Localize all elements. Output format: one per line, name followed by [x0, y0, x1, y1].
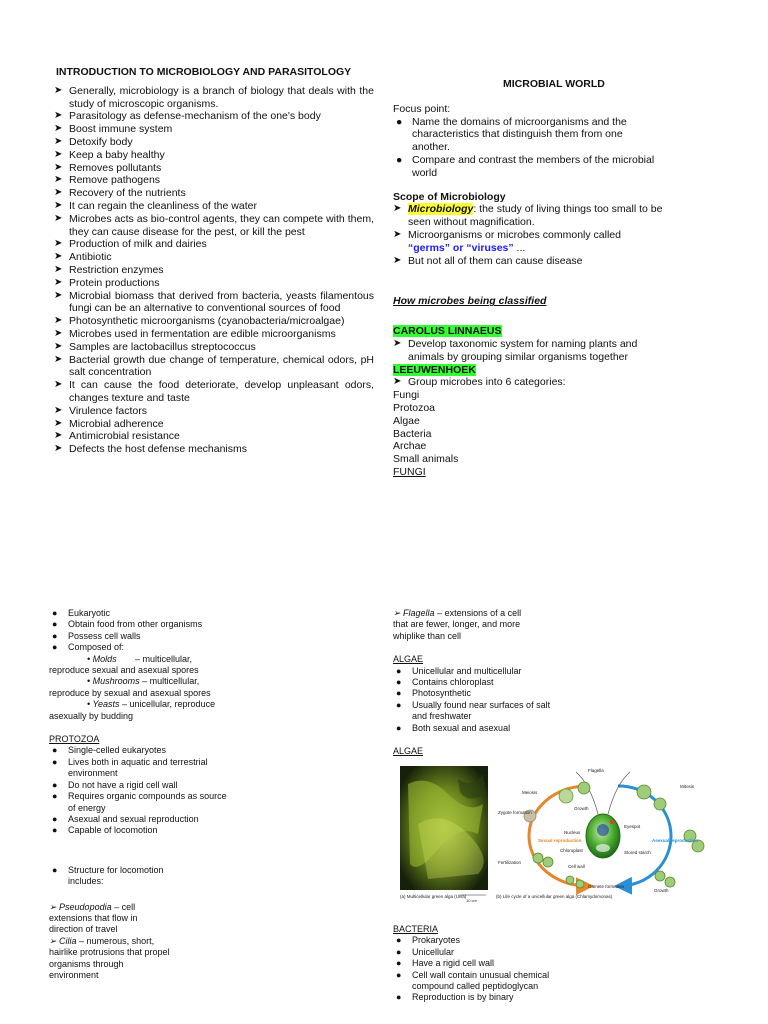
list-item: [393, 723, 558, 734]
cilia-item: [49, 936, 174, 982]
list-item: [54, 136, 374, 149]
list-item-text: Microbes acts as bio-control agents, they can compete with them, they can cause disease for the pest, or kill the pest: [69, 212, 374, 238]
list-item-text: Capable of locomotion: [68, 825, 158, 836]
label-asexual: Asexual reproduction: [652, 838, 699, 843]
list-item: [393, 970, 553, 993]
list-item: [49, 608, 229, 619]
algae-figure-svg: [398, 764, 728, 904]
mushrooms-definition: – multicellular, reproduce by sexual and asexual spores: [49, 676, 211, 698]
arrow-icon: ➤: [54, 404, 63, 416]
microbiology-term: Microbiology: [408, 203, 474, 216]
list-item: [54, 149, 374, 162]
list-item-text: Composed of:: [68, 642, 125, 653]
list-item-text: Reproduction is by binary: [412, 992, 514, 1003]
arrow-icon: ➤: [54, 84, 63, 96]
cilia-term: ➢ Cilia: [49, 935, 77, 946]
arrow-icon: ➤: [393, 228, 402, 240]
label-sexual: Sexual reproduction: [538, 838, 582, 843]
label-meiosis: Meiosis: [522, 790, 538, 795]
list-item: [54, 264, 374, 277]
bullet-icon: ●: [52, 630, 58, 641]
list-item: [49, 865, 169, 888]
arrow-icon: ➤: [393, 376, 402, 388]
pseudopodia-term: ➢ Pseudopodia: [49, 901, 112, 912]
list-item: [49, 791, 229, 814]
mushrooms-item: [49, 676, 229, 699]
linnaeus-heading: CAROLUS LINNAEUS: [393, 325, 502, 338]
leeuwenhoek-heading: LEEUWENHOEK: [393, 363, 476, 376]
list-item: [54, 200, 374, 213]
list-item: [393, 935, 553, 946]
arrow-icon: ➤: [54, 161, 63, 173]
category-item: Archae: [393, 440, 427, 453]
list-item-text: Generally, microbiology is a branch of biology that deals with the study of microscopic organisms.: [69, 84, 374, 110]
ellipsis-text: ...: [513, 241, 526, 254]
label-nucleus: Nucleus: [564, 830, 581, 835]
list-item-text: Cell wall contain unusual chemical compound called peptidoglycan: [412, 969, 550, 992]
bacteria-list: [393, 935, 553, 1003]
bullet-icon: ●: [396, 153, 403, 166]
list-item: [393, 958, 553, 969]
list-item-text: Keep a baby healthy: [69, 148, 165, 161]
leeuwenhoek-list: [393, 376, 663, 389]
linnaeus-text: Develop taxonomic system for naming plants and animals by grouping similar organisms together: [408, 337, 638, 363]
list-item-text: Microbes used in fermentation are edible microorganisms: [69, 327, 336, 340]
focus-label: Focus point:: [393, 102, 451, 115]
arrow-icon: ➤: [54, 289, 63, 301]
list-item: [49, 642, 229, 653]
category-item: Small animals: [393, 453, 459, 466]
left-bottom-column: [49, 608, 229, 981]
list-item: [54, 174, 374, 187]
category-item: Algae: [393, 414, 420, 427]
list-item-text: Microbial biomass that derived from bacteria, yeasts filamentous fungi can be an alternative to conventional sources of food: [69, 289, 374, 315]
list-item-text: Contains chloroplast: [412, 677, 494, 688]
list-item: [54, 213, 374, 239]
list-item: [54, 238, 374, 251]
category-list: [393, 389, 663, 466]
arrow-icon: ➤: [54, 276, 63, 288]
list-item-text: Have a rigid cell wall: [412, 958, 495, 969]
locomotion-list: [49, 865, 169, 888]
bullet-icon: ●: [396, 946, 402, 957]
list-item: [54, 328, 374, 341]
arrow-icon: ➤: [54, 327, 63, 339]
arrow-icon: ➤: [54, 187, 63, 199]
algae-list: [393, 666, 558, 734]
microbiology-definition: : the study of living things too small to be seen without magnification.: [408, 203, 663, 229]
list-item-text: Obtain food from other organisms: [68, 619, 203, 630]
cilia-definition: – numerous, short, hairlike protrusions that propel organisms through environment: [49, 935, 170, 980]
list-item-text: Recovery of the nutrients: [69, 187, 186, 200]
scope-list: [393, 203, 663, 267]
fungi-list: [49, 608, 229, 654]
list-item: [49, 814, 229, 825]
arrow-icon: ➤: [54, 340, 63, 352]
bacteria-section: [393, 924, 553, 1004]
list-item: [393, 376, 663, 389]
bullet-icon: ●: [396, 992, 402, 1003]
list-item: [49, 631, 229, 642]
scope-title: Scope of Microbiology: [393, 190, 506, 203]
bullet-icon: ●: [52, 813, 58, 824]
list-item-text: It can cause the food deteriorate, develop unpleasant odors, changes texture and taste: [69, 379, 374, 404]
label-cellwall: Cell wall: [568, 864, 585, 869]
label-fertilization: Fertilization: [498, 860, 522, 865]
bullet-icon: ●: [396, 688, 402, 699]
list-item-text: Antibiotic: [69, 251, 112, 264]
list-item-text: Unicellular and multicellular: [412, 665, 522, 676]
list-item: [54, 315, 374, 328]
fungi-heading: FUNGI: [393, 465, 426, 478]
arrow-icon: ➤: [54, 379, 63, 391]
list-item: [393, 229, 663, 255]
list-item: [54, 341, 374, 354]
label-growth-top: Growth: [574, 806, 589, 811]
list-item-text: Detoxify body: [69, 135, 133, 148]
list-item-text: Production of milk and dairies: [69, 238, 207, 251]
list-item-text: Eukaryotic: [68, 608, 111, 618]
bullet-icon: ●: [396, 958, 402, 969]
list-item: [54, 379, 374, 405]
label-chloroplast: Chloroplast: [560, 848, 583, 853]
bullet-icon: ●: [52, 642, 58, 653]
list-item-text: Bacterial growth due change of temperature, chemical odors, pH salt concentration: [69, 353, 374, 379]
list-item-text: Both sexual and asexual: [412, 722, 511, 733]
yeasts-term: • Yeasts: [87, 699, 120, 710]
list-item-text: Unicellular: [412, 946, 455, 957]
bullet-icon: ●: [396, 677, 402, 688]
list-item-text: Prokaryotes: [412, 935, 461, 946]
label-eyespot: Eyespot: [624, 824, 641, 829]
algae-heading: ALGAE: [393, 654, 424, 665]
disease-text: But not all of them can cause disease: [408, 254, 583, 267]
intro-list: [54, 85, 374, 456]
label-zygote: Zygote formation: [498, 810, 532, 815]
category-item: Protozoa: [393, 401, 436, 414]
list-item: [393, 992, 553, 1003]
list-item-text: Photosynthetic microorganisms (cyanobacteria/microalgae): [69, 315, 345, 328]
list-item-text: Lives both in aquatic and terrestrial environment: [68, 756, 208, 779]
list-item-text: Microbial adherence: [69, 417, 164, 430]
algae-figure: [398, 764, 728, 904]
bullet-icon: ●: [396, 665, 402, 676]
bullet-icon: ●: [396, 115, 403, 128]
list-item: [393, 700, 558, 723]
list-item: [393, 255, 663, 268]
list-item: [54, 187, 374, 200]
list-item-text: Requires organic compounds as source of energy: [68, 791, 227, 813]
bullet-icon: ●: [52, 619, 58, 630]
list-item-text: Parasitology as defense-mechanism of the one's body: [69, 110, 321, 123]
bacteria-heading: BACTERIA: [393, 924, 439, 934]
arrow-icon: ➤: [393, 254, 402, 266]
list-item-text: Photosynthetic: [412, 688, 472, 699]
mushrooms-term: • Mushrooms: [87, 676, 140, 687]
list-item: [393, 154, 663, 180]
linnaeus-list: [393, 338, 663, 364]
list-item-text: Boost immune system: [69, 123, 173, 136]
arrow-icon: ➤: [393, 337, 402, 349]
intro-title: INTRODUCTION TO MICROBIOLOGY AND PARASITOLOGY: [56, 66, 352, 78]
list-item: [393, 203, 663, 229]
list-item: [393, 666, 558, 677]
bullet-icon: ●: [396, 722, 402, 733]
arrow-icon: ➤: [54, 212, 63, 224]
left-top-column: [54, 66, 374, 456]
arrow-icon: ➤: [393, 203, 402, 215]
category-item: Fungi: [393, 389, 420, 402]
list-item: [393, 677, 558, 688]
list-item-text: Defects the host defense mechanisms: [69, 443, 248, 456]
list-item-text: Protein productions: [69, 276, 160, 289]
arrow-icon: ➤: [54, 123, 63, 135]
protozoa-list: [49, 745, 229, 836]
list-item: [54, 123, 374, 136]
bullet-icon: ●: [396, 699, 402, 710]
list-item-text: Compare and contrast the members of the microbial world: [412, 153, 655, 179]
list-item: [54, 251, 374, 264]
bullet-icon: ●: [52, 825, 58, 836]
list-item-text: Usually found near surfaces of salt and freshwater: [412, 699, 551, 722]
list-item-text: Virulence factors: [69, 404, 148, 417]
right-bottom-column: [393, 608, 733, 757]
label-starch: Stored starch: [624, 850, 651, 855]
list-item-text: Remove pathogens: [69, 174, 161, 187]
list-item: [393, 338, 663, 364]
molds-definition: – multicellular, reproduce sexual and asexual spores: [49, 653, 199, 676]
label-growth-bottom: Growth: [654, 888, 669, 893]
microbial-world-title: MICROBIAL WORLD: [503, 78, 605, 90]
flagella-item: [393, 608, 528, 642]
flagella-term: ➢ Flagella: [393, 608, 435, 618]
right-top-column: [393, 78, 663, 479]
list-item: [49, 757, 229, 780]
arrow-icon: ➤: [54, 110, 63, 122]
list-item-text: Antimicrobial resistance: [69, 430, 180, 443]
list-item-text: Removes pollutants: [69, 161, 162, 174]
list-item: [54, 443, 374, 456]
bullet-icon: ●: [52, 791, 58, 802]
list-item-text: Samples are lactobacillus streptococcus: [69, 340, 256, 353]
bullet-icon: ●: [52, 756, 58, 767]
arrow-icon: ➤: [54, 263, 63, 275]
list-item: [49, 825, 229, 836]
caption-a: (a) Multicellular green alga (Ulva): [400, 894, 467, 899]
germs-text: Microorganisms or microbes commonly called: [408, 228, 621, 241]
list-item-text: Possess cell walls: [68, 630, 141, 641]
list-item-text: Asexual and sexual reproduction: [68, 813, 199, 824]
arrow-icon: ➤: [54, 148, 63, 160]
list-item: [54, 85, 374, 111]
bullet-icon: ●: [52, 608, 58, 618]
molds-text: [49, 654, 229, 677]
bullet-icon: ●: [52, 864, 58, 875]
flagella-definition: – extensions of a cell that are fewer, longer, and more whiplike than cell: [393, 608, 522, 641]
list-item: [54, 418, 374, 431]
pseudopodia-definition: – cell extensions that flow in direction of travel: [49, 901, 138, 935]
list-item-text: It can regain the cleanliness of the water: [69, 199, 257, 212]
list-item: [49, 780, 229, 791]
list-item-text: Single-celled eukaryotes: [68, 745, 167, 756]
arrow-icon: ➤: [54, 174, 63, 186]
list-item-text: Name the domains of microorganisms and the characteristics that distinguish them from one another.: [412, 115, 627, 154]
list-item: [54, 405, 374, 418]
arrow-icon: ➤: [54, 430, 63, 442]
arrow-icon: ➤: [54, 238, 63, 250]
focus-list: [393, 116, 663, 180]
protozoa-heading: PROTOZOA: [49, 734, 100, 745]
locomotion-text: Structure for locomotion includes:: [68, 864, 164, 887]
sexual-cycle-arrow: [529, 786, 588, 886]
bullet-icon: ●: [52, 745, 58, 756]
list-item: [54, 430, 374, 443]
label-gamete: Gamete formation: [588, 884, 625, 889]
yeasts-item: [49, 699, 229, 722]
list-item: [393, 688, 558, 699]
label-mitosis: Mitosis: [680, 784, 695, 789]
list-item: [54, 290, 374, 316]
list-item: [49, 619, 229, 630]
yeasts-definition: – unicellular, reproduce asexually by budding: [49, 699, 216, 721]
pseudopodia-item: [49, 902, 169, 936]
list-item-text: Restriction enzymes: [69, 263, 164, 276]
arrow-icon: ➤: [54, 417, 63, 429]
category-item: Bacteria: [393, 427, 432, 440]
germs-viruses-term: “germs” or “viruses”: [408, 241, 514, 254]
leeuwenhoek-text: Group microbes into 6 categories:: [408, 376, 566, 389]
molds-term: • Molds: [87, 653, 117, 664]
label-flagella: Flagella: [588, 768, 604, 773]
scale-label: 10 cm: [466, 898, 477, 903]
bullet-icon: ●: [396, 935, 402, 946]
arrow-icon: ➤: [54, 199, 63, 211]
bullet-icon: ●: [396, 969, 402, 980]
list-item-text: Do not have a rigid cell wall: [68, 779, 178, 790]
list-item: [49, 745, 229, 756]
list-item: [54, 354, 374, 380]
list-item: [54, 162, 374, 175]
algae-heading-2: ALGAE: [393, 746, 424, 757]
caption-b: (b) Life cycle of a unicellular green alga (Chlamydomonas): [496, 894, 613, 899]
bullet-icon: ●: [52, 779, 58, 790]
arrow-icon: ➤: [54, 315, 63, 327]
list-item: [54, 277, 374, 290]
arrow-icon: ➤: [54, 135, 63, 147]
classified-title: How microbes being classified: [393, 295, 547, 308]
arrow-icon: ➤: [54, 251, 63, 263]
arrow-icon: ➤: [54, 353, 63, 365]
arrow-icon: ➤: [54, 443, 63, 455]
list-item: [393, 116, 663, 154]
list-item: [54, 110, 374, 123]
list-item: [393, 947, 553, 958]
